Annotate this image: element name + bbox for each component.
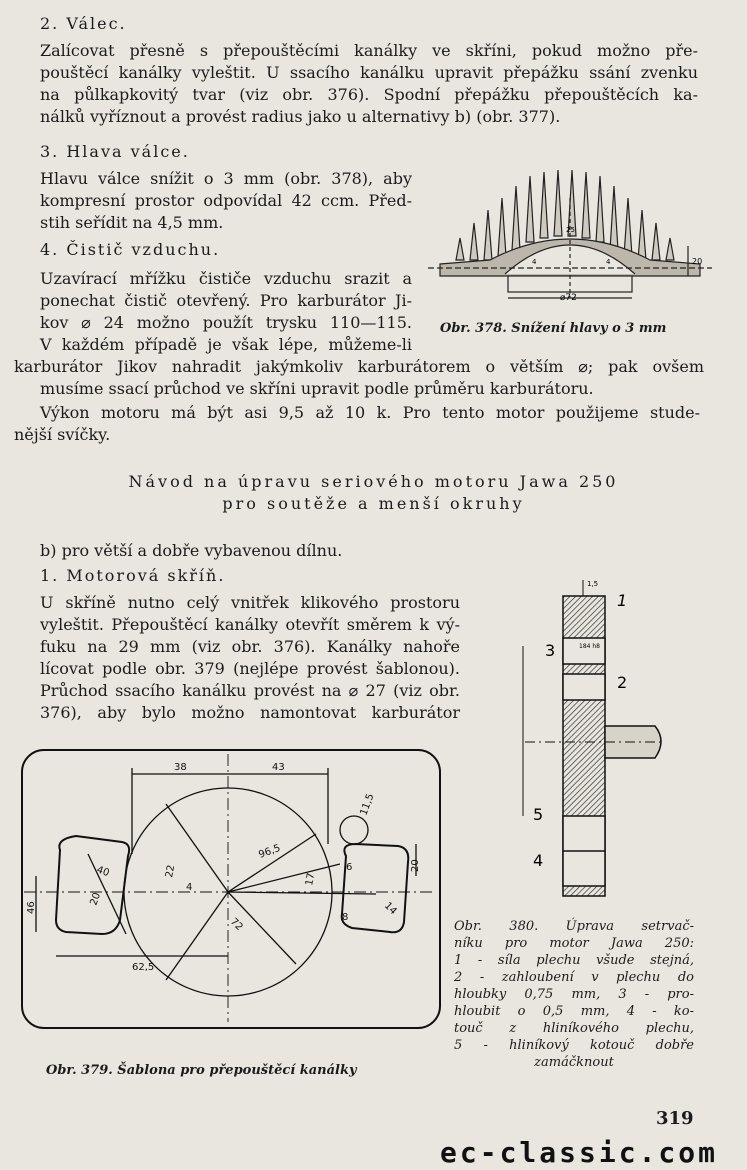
label-2: 2 [617,673,628,692]
label-5: 5 [533,805,544,824]
heading-valec: 2. Válec. [40,14,127,33]
label-4: 4 [533,851,544,870]
dim-mark: 4 [606,258,611,266]
paragraph-cistic-full [14,356,704,400]
dim-17: 17 [304,872,318,887]
section-title-line2: pro soutěže a menší okruhy [222,494,525,513]
caption-line: hloubit o 0,5 mm, 4 - ko- [454,1004,694,1019]
dim-43: 43 [272,762,285,773]
caption-fig380 [454,918,694,1071]
figure-379-template [16,744,446,1034]
intro-b: b) pro větší a dobře vybavenou dílnu. [40,541,343,560]
label-3: 3 [545,641,556,660]
text-line: stih seřídit na 4,5 mm. [40,213,224,232]
text-line: Uzavírací mřížku čističe vzduchu srazit a [40,269,412,288]
dim-14: 14 [381,900,399,918]
text-line: nálků vyříznout a provést radius jako u alternativy b) (obr. 377). [40,107,561,126]
dim-8: 8 [342,912,349,923]
dim-62: 62,5 [132,962,155,973]
dim-6: 6 [346,862,353,873]
heading-skrin: 1. Motorová skříň. [40,566,226,585]
paragraph-skrin [40,592,460,724]
dim-96: 96,5 [257,842,282,861]
caption-line: 2 - zahloubení v plechu do [454,970,694,985]
dim-4: 4 [186,882,193,893]
text-line: kov ⌀ 24 možno použít trysku 110—115. [40,313,412,332]
dim-72: 72 [227,916,245,934]
dim-20: 20 [410,859,421,872]
caption-line: 1 - síla plechu všude stejná, [454,953,694,968]
caption-line: Obr. 380. Úprava setrvač- [454,919,694,934]
caption-line: níku pro motor Jawa 250: [454,936,694,951]
page-number: 319 [656,1108,694,1129]
caption-line: touč z hliníkového plechu, [454,1021,694,1036]
caption-fig379: Obr. 379. Šablona pro přepouštěcí kanálky [46,1063,357,1078]
caption-line: zamáčknout [534,1055,614,1070]
text-line: nější svíčky. [14,425,111,444]
text-line: V každém případě je však lépe, můžeme-li [40,335,412,354]
text-line: 376), aby bylo možno namontovat karburátor [40,703,460,722]
paragraph-hlava [40,168,412,234]
dim-top-label: 1,5 [587,580,599,588]
paragraph-vykon [14,402,700,446]
text-line: na půlkapkovitý tvar (viz obr. 376). Spodní přepážku přepouštěcích ka- [40,85,698,104]
dim-11: 11,5 [358,792,377,818]
figure-380-flywheel [505,576,675,906]
dim-40: 40 [94,864,111,880]
dim-22: 22 [164,864,178,879]
text-line: vyleštit. Přepouštěcí kanálky otevřít směrem k vý- [40,615,460,634]
paragraph-cistic [40,268,412,356]
dim-mid-label: 184 h8 [579,643,600,650]
text-line: kompresní prostor odpovídal 42 ccm. Před- [40,191,412,210]
text-line: lícovat podle obr. 379 (nejlépe provést šablonou). [40,659,460,678]
caption-line: hloubky 0,75 mm, 3 - pro- [454,987,694,1002]
text-line: Průchod ssacího kanálku provést na ⌀ 27 (viz obr. [40,681,460,700]
text-line: karburátor Jikov nahradit jakýmkoliv karburátorem o větším ⌀; pak ovšem [14,357,704,376]
text-line: fuku na 29 mm (viz obr. 376). Kanálky nahoře [40,637,460,656]
dim-20b: 20 [88,891,104,908]
text-line: ponechat čistič otevřený. Pro karburátor Ji- [40,291,412,310]
paragraph-valec [40,40,698,128]
watermark-text: ec-classic.com [440,1136,719,1169]
dim-mark: 25 [566,226,575,234]
text-line: Zalícovat přesně s přepouštěcími kanálky ve skříni, pokud možno pře- [40,41,698,60]
dim-height-label: 20 [692,257,703,266]
heading-hlava: 3. Hlava válce. [40,142,190,161]
caption-line: 5 - hliníkový kotouč dobře [454,1038,694,1053]
section-title-line1: Návod na úpravu seriového motoru Jawa 250 [128,472,619,491]
text-line: pouštěcí kanálky vyleštit. U ssacího kanálku upravit přepážku ssání zvenku [40,63,698,82]
label-1: 1 [617,591,628,610]
text-line: musíme ssací průchod ve skříni upravit podle průměru karburátoru. [40,379,594,398]
text-line: Hlavu válce snížit o 3 mm (obr. 378), aby [40,169,412,188]
text-line: Výkon motoru má být asi 9,5 až 10 k. Pro tento motor použijeme stude- [40,403,700,422]
dim-46: 46 [26,901,37,914]
dim-diameter-label: ⌀72 [560,293,577,303]
dim-mark: 4 [532,258,537,266]
caption-fig378: Obr. 378. Snížení hlavy o 3 mm [440,321,667,336]
text-line: U skříně nutno celý vnitřek klikového prostoru [40,593,460,612]
heading-cistic: 4. Čistič vzduchu. [40,240,221,259]
dim-38: 38 [174,762,187,773]
figure-378-cylinder-head [420,168,720,303]
